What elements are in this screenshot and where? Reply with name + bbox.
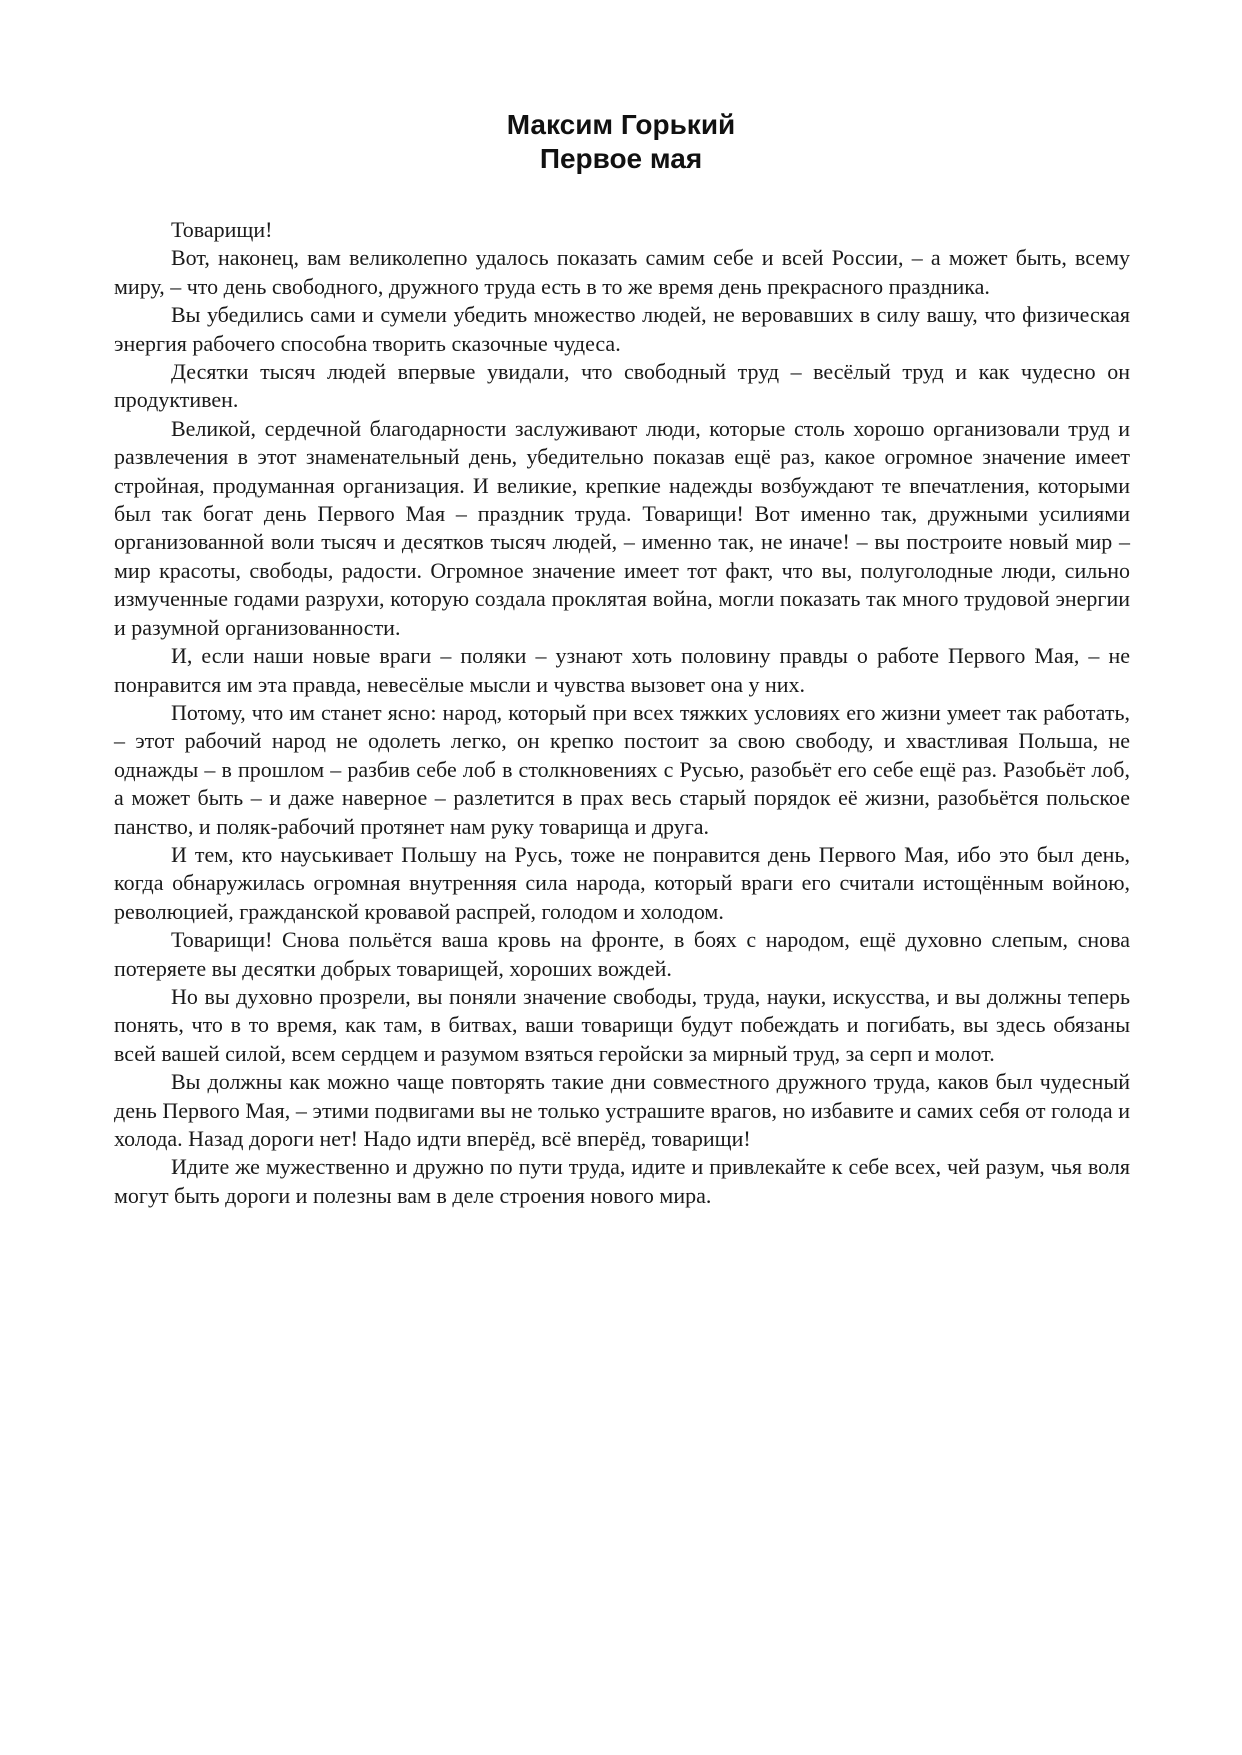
document-body bbox=[114, 216, 1130, 1210]
paragraph: Вы должны как можно чаще повторять такие дни совместного дружного труда, каков был чудесный день Первого Мая, – этими подвигами вы не только устрашите врагов, но избавите и самих себя от голода и холода. Назад дороги нет! Надо идти вперёд, всё вперёд, товарищи! bbox=[114, 1069, 1130, 1151]
paragraph: Но вы духовно прозрели, вы поняли значение свободы, труда, науки, искусства, и вы должны теперь понять, что в то время, как там, в битвах, ваши товарищи будут побеждать и погибать, вы здесь обязаны всей вашей силой, всем сердцем и разумом взяться геройски за мирный труд, за серп и молот. bbox=[114, 983, 1130, 1066]
paragraph: Идите же мужественно и дружно по пути труда, идите и привлекайте к себе всех, чей разум, чья воля могут быть дороги и полезны вам в деле строения нового мира. bbox=[114, 1154, 1130, 1208]
document-header bbox=[0, 108, 1242, 176]
paragraph: Десятки тысяч людей впервые увидали, что свободный труд – весёлый труд и как чудесно он продуктивен. bbox=[114, 359, 1130, 413]
author-name: Максим Горький bbox=[506, 109, 736, 140]
document-title: Первое мая bbox=[539, 143, 703, 174]
paragraph: Товарищи! Снова польётся ваша кровь на фронте, в боях с народом, ещё духовно слепым, снова потеряете вы десятки добрых товарищей, хороших вождей. bbox=[114, 927, 1130, 981]
paragraph: Вот, наконец, вам великолепно удалось показать самим себе и всей России, – а может быть, всему миру, – что день свободного, дружного труда есть в то же время день прекрасного праздника. bbox=[114, 245, 1130, 299]
paragraph: И тем, кто науськивает Польшу на Русь, тоже не понравится день Первого Мая, ибо это был день, когда обнаружилась огромная внутренняя сила народа, который враги его считали истощённым войною, революцией, гражданской кровавой распрей, голодом и холодом. bbox=[114, 841, 1130, 924]
paragraph: Потому, что им станет ясно: народ, который при всех тяжких условиях его жизни умеет так работать, – этот рабочий народ не одолеть легко, он крепко постоит за свою свободу, и хвастливая Польша, не однажды – в прошлом – разбив себе лоб в столкновениях с Русью, разобьёт его себе ещё раз. Разобьёт лоб, а может быть – и даже наверное – разлетится в прах весь старый порядок её жизни, разобьётся польское панство, и поляк-рабочий протянет нам руку товарища и друга. bbox=[114, 699, 1130, 839]
paragraph: Великой, сердечной благодарности заслуживают люди, которые столь хорошо организовали труд и развлечения в этот знаменательный день, убедительно показав ещё раз, какое огромное значение имеет стройная, продуманная организация. И великие, крепкие надежды возбуждают те впечатления, которыми был так богат день Первого Мая – праздник труда. Товарищи! Вот именно так, дружными усилиями организованной воли тысяч и десятков тысяч людей, – именно так, не иначе! – вы построите новый мир – мир красоты, свободы, радости. Огромное значение имеет тот факт, что вы, полуголодные люди, сильно измученные годами разрухи, которую создала проклятая война, могли показать так много трудовой энергии и разумной организованности. bbox=[114, 415, 1130, 640]
paragraph: Товарищи! bbox=[171, 217, 273, 242]
paragraph: И, если наши новые враги – поляки – узнают хоть половину правды о работе Первого Мая, – не понравится им эта правда, невесёлые мысли и чувства вызовет она у них. bbox=[114, 643, 1130, 697]
paragraph: Вы убедились сами и сумели убедить множество людей, не веровавших в силу вашу, что физическая энергия рабочего способна творить сказочные чудеса. bbox=[114, 302, 1130, 356]
